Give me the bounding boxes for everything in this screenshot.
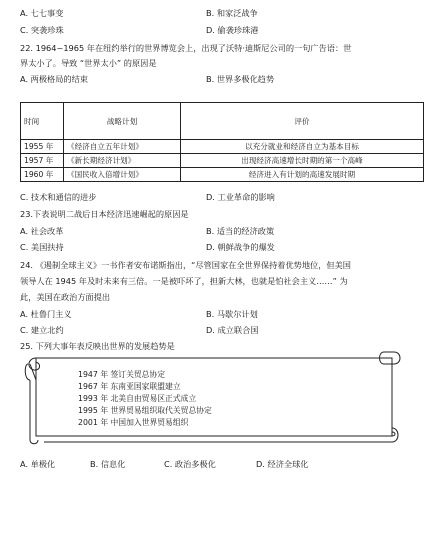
- q25-option-d: D. 经济全球化: [256, 459, 309, 469]
- event-year: 1993 年: [78, 394, 109, 403]
- timeline-scroll: [22, 350, 406, 446]
- q25-option-a: A. 单极化: [20, 459, 56, 469]
- q22-option-c: C. 技术和通信的进步: [20, 192, 97, 202]
- q21-option-a: A. 七七事变: [20, 8, 64, 18]
- event-year: 1947 年: [78, 370, 109, 379]
- table-cell-evaluation: 出现经济高速增长时期的第一个高峰: [181, 154, 424, 168]
- q25-stem: 25. 下列大事年表反映出世界的发展趋势是: [20, 341, 175, 351]
- q21-option-b: B. 和家泛战争: [206, 8, 258, 18]
- timeline-event: [78, 418, 188, 429]
- table-header-evaluation: 评价: [181, 103, 424, 140]
- table-header-time: 时间: [21, 103, 64, 140]
- q22-option-a: A. 两极格局的结束: [20, 74, 88, 84]
- table-cell-plan: 《新长期经济计划》: [64, 154, 181, 168]
- table-cell-year: 1960 年: [21, 168, 64, 182]
- table-row: [21, 140, 424, 154]
- table-cell-plan: 《经济自立五年计划》: [64, 140, 181, 154]
- event-year: 1967 年: [78, 382, 109, 391]
- q24-stem-line2: 领导人在 1945 年及时未来有三倍。一是被吓坏了，担新大林，也就是怕社会主义……” 为: [20, 276, 348, 286]
- timeline-event: [78, 382, 181, 393]
- q22-option-b: B. 世界多极化趋势: [206, 74, 275, 84]
- q24-option-a: A. 杜鲁门主义: [20, 309, 72, 319]
- timeline-event: [78, 394, 196, 405]
- q25-option-c: C. 政治多极化: [164, 459, 216, 469]
- q24-stem-line3: 此，美国在政治方面提出: [20, 292, 111, 302]
- q23-option-a: A. 社会改革: [20, 226, 64, 236]
- event-year: 2001 年: [78, 418, 109, 427]
- q22-stem-line2: 界太小了。导致 “世界太小” 的原因是: [20, 58, 157, 68]
- q25-option-b: B. 信息化: [90, 459, 126, 469]
- table-cell-plan: 《国民收入倍增计划》: [64, 168, 181, 182]
- q23-option-b: B. 适当的经济政策: [206, 226, 275, 236]
- q23-option-c: C. 美国扶持: [20, 242, 64, 252]
- q22-stem-line1: 22. 1964~1965 年在纽约举行的世界博览会上，出现了沃特·迪斯尼公司的一句广告语：世: [20, 43, 352, 53]
- q23-stem: 23.下表说明二战后日本经济迅速崛起的原因是: [20, 209, 189, 219]
- q24-option-b: B. 马歇尔计划: [206, 309, 258, 319]
- q24-stem-line1: 24. 《遏制全球主义》一书作者安布诺斯指出，“尽管国家在全世界保持着优势地位，但美国: [20, 260, 351, 270]
- timeline-event: [78, 370, 165, 381]
- table-header-plan: 战略计划: [64, 103, 181, 140]
- event-year: 1995 年: [78, 406, 109, 415]
- table-cell-year: 1957 年: [21, 154, 64, 168]
- q24-option-c: C. 建立北约: [20, 325, 64, 335]
- event-text: 中国加入世界贸易组织: [110, 418, 189, 427]
- event-text: 世界贸易组织取代关贸总协定: [110, 406, 212, 415]
- q21-option-d: D. 偷袭珍珠港: [206, 25, 259, 35]
- table-cell-evaluation: 以充分就业和经济自立为基本目标: [181, 140, 424, 154]
- q21-option-c: C. 突袭珍珠: [20, 25, 64, 35]
- event-text: 北美自由贸易区正式成立: [110, 394, 197, 403]
- table-header-row: [21, 103, 424, 140]
- economic-plan-table: [20, 102, 424, 182]
- table-row: [21, 168, 424, 182]
- event-text: 签订关贸总协定: [110, 370, 166, 379]
- table-row: [21, 154, 424, 168]
- q23-option-d: D. 朝鲜战争的爆发: [206, 242, 275, 252]
- table-cell-year: 1955 年: [21, 140, 64, 154]
- table-cell-evaluation: 经济进入有计划的高速发展时期: [181, 168, 424, 182]
- event-text: 东南亚国家联盟建立: [110, 382, 181, 391]
- q24-option-d: D. 成立联合国: [206, 325, 259, 335]
- timeline-event: [78, 406, 212, 417]
- q22-option-d: D. 工业革命的影响: [206, 192, 275, 202]
